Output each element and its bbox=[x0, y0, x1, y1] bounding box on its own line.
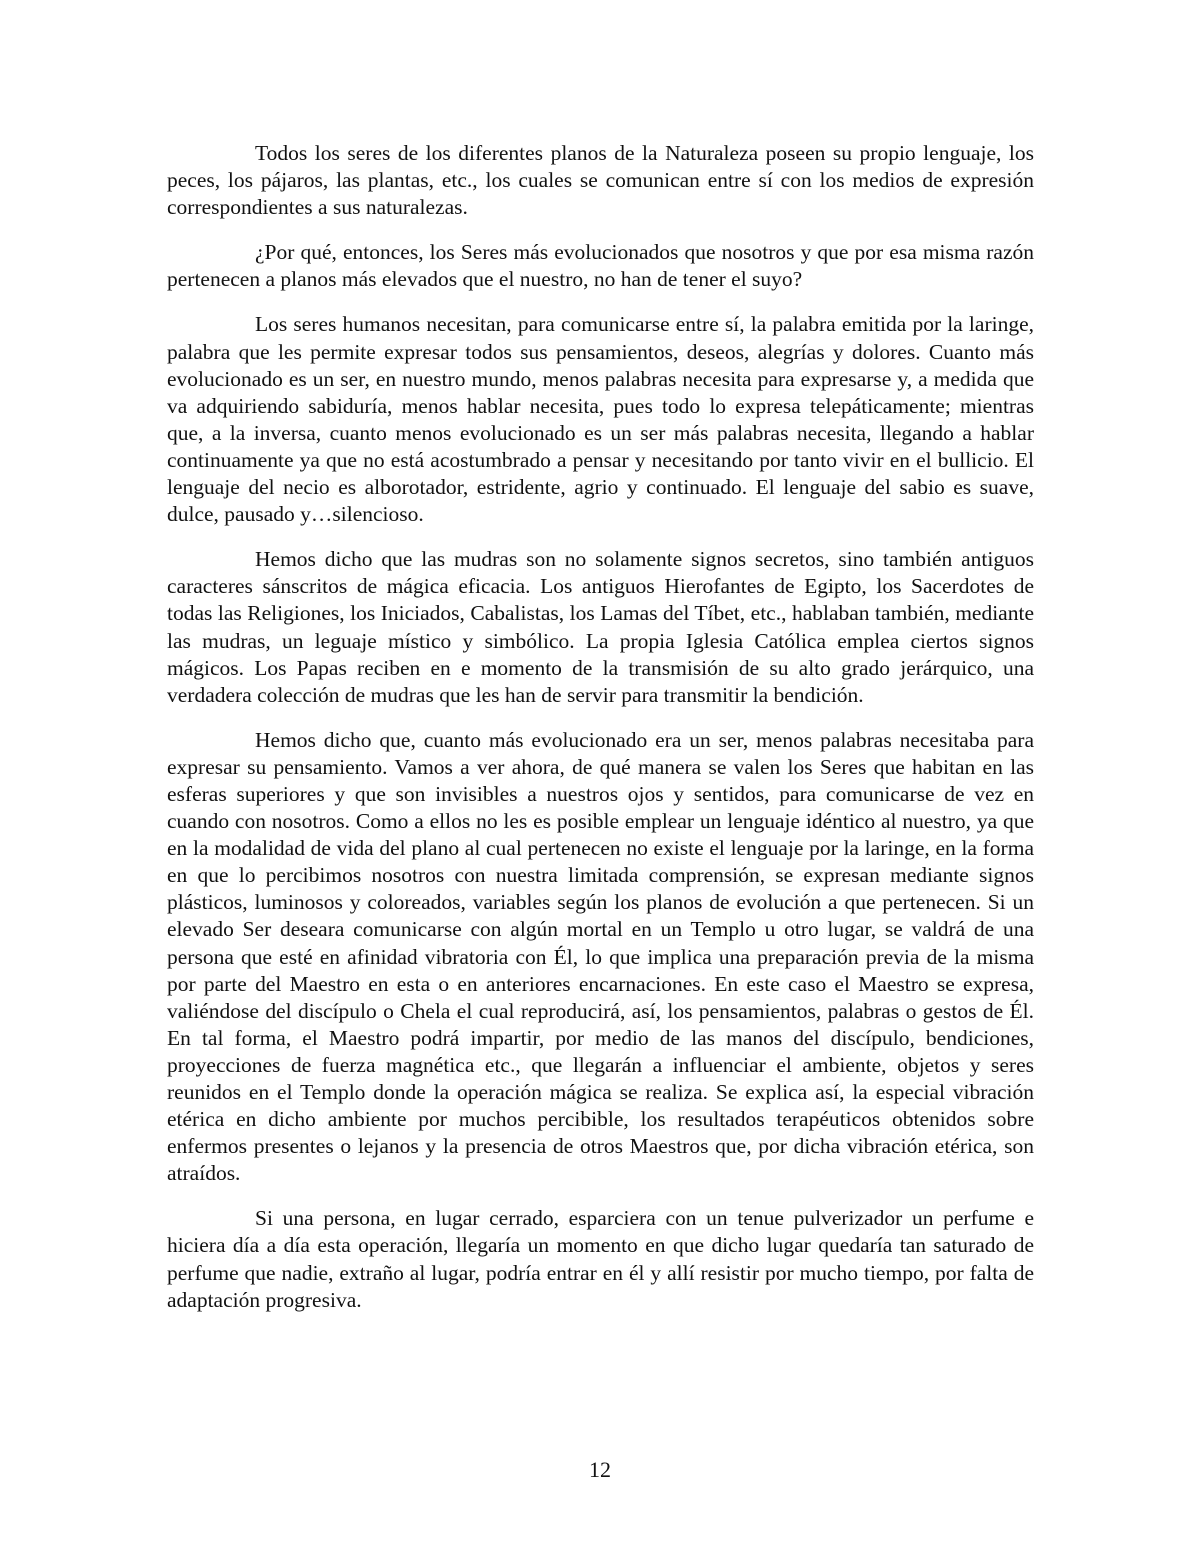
paragraph-5: Hemos dicho que, cuanto más evolucionado era un ser, menos palabras necesitaba para expresar su pensamiento. Vamos a ver ahora, de qué manera se valen los Seres que habitan en las esferas superiores y que son invisibles a nuestros ojos y sentidos, para comunicarse de vez en cuando con nosotros. Como a ellos no les es posible emplear un lenguaje idéntico al nuestro, ya que en la modalidad de vida del plano al cual pertenecen no existe el lenguaje por la laringe, en la forma en que lo percibimos nosotros con nuestra limitada comprensión, se expresan mediante signos plásticos, luminosos y coloreados, variables según los planos de evolución a que pertenecen. Si un elevado Ser deseara comunicarse con algún mortal en un Templo u otro lugar, se valdrá de una persona que esté en afinidad vibratoria con Él, lo que implica una preparación previa de la misma por parte del Maestro en esta o en anteriores encarnaciones. En este caso el Maestro se expresa, valiéndose del discípulo o Chela el cual reproducirá, así, los pensamientos, palabras o gestos de Él. En tal forma, el Maestro podrá impartir, por medio de las manos del discípulo, bendiciones, proyecciones de fuerza magnética etc., que llegarán a influenciar el ambiente, objetos y seres reunidos en el Templo donde la operación mágica se realiza. Se explica así, la especial vibración etérica en dicho ambiente por muchos percibible, los resultados terapéuticos obtenidos sobre enfermos presentes o lejanos y la presencia de otros Maestros que, por dicha vibración etérica, son atraídos. bbox=[167, 727, 1034, 1186]
paragraph-4: Hemos dicho que las mudras son no solamente signos secretos, sino también antiguos caracteres sánscritos de mágica eficacia. Los antiguos Hierofantes de Egipto, los Sacerdotes de todas las Religiones, los Iniciados, Cabalistas, los Lamas del Tíbet, etc., hablaban también, mediante las mudras, un leguaje místico y simbólico. La propia Iglesia Católica emplea ciertos signos mágicos. Los Papas reciben en e momento de la transmisión de su alto grado jerárquico, una verdadera colección de mudras que les han de servir para transmitir la bendición. bbox=[167, 547, 1034, 707]
paragraph-2: ¿Por qué, entonces, los Seres más evolucionados que nosotros y que por esa misma razón pertenecen a planos más elevados que el nuestro, no han de tener el suyo? bbox=[167, 240, 1034, 292]
paragraph-1: Todos los seres de los diferentes planos de la Naturaleza poseen su propio lenguaje, los peces, los pájaros, las plantas, etc., los cuales se comunican entre sí con los medios de expresión correspondientes a sus naturalezas. bbox=[167, 141, 1034, 220]
paragraph-6: Si una persona, en lugar cerrado, esparciera con un tenue pulverizador un perfume e hiciera día a día esta operación, llegaría un momento en que dicho lugar quedaría tan saturado de perfume que nadie, extraño al lugar, podría entrar en él y allí resistir por mucho tiempo, por falta de adaptación progresiva. bbox=[167, 1206, 1034, 1312]
body-text bbox=[167, 140, 1034, 1332]
page-number: 12 bbox=[589, 1457, 611, 1482]
paragraph-3: Los seres humanos necesitan, para comunicarse entre sí, la palabra emitida por la laringe, palabra que les permite expresar todos sus pensamientos, deseos, alegrías y dolores. Cuanto más evolucionado es un ser, en nuestro mundo, menos palabras necesita para expresarse y, a medida que va adquiriendo sabiduría, menos hablar necesita, pues todo lo expresa telepáticamente; mientras que, a la inversa, cuanto menos evolucionado es un ser más palabras necesita, llegando a hablar continuamente ya que no está acostumbrado a pensar y necesitando por tanto vivir en el bullicio. El lenguaje del necio es alborotador, estridente, agrio y continuado. El lenguaje del sabio es suave, dulce, pausado y…silencioso. bbox=[167, 312, 1034, 527]
